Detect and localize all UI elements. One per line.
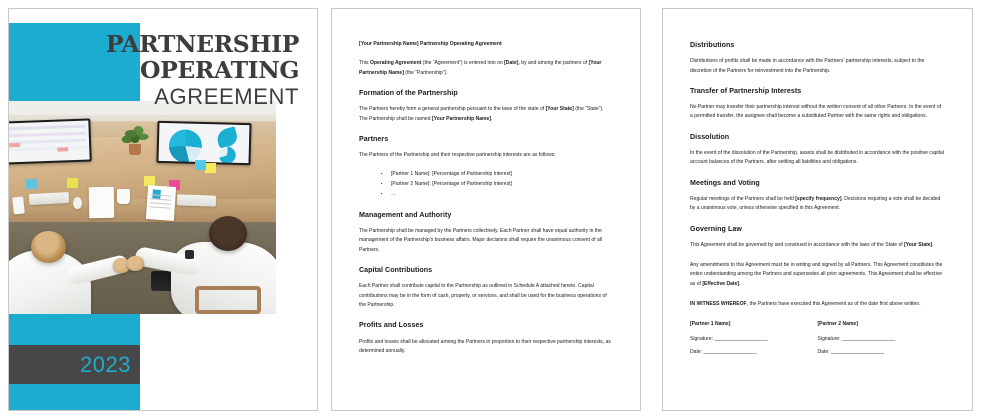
cover-year-label: 2023 xyxy=(80,351,131,377)
management-paragraph: The Partnership shall be managed by the Partners collectively. Each Partner shall have equal authority in the management of the Partnership’s business affairs. Major decisions shall require the unanimous consent of all Partners. xyxy=(359,228,603,253)
amendments-paragraph xyxy=(690,261,945,289)
amendments-text-2: . xyxy=(739,280,741,287)
cover-title-line-1: PARTNERSHIP xyxy=(105,30,299,58)
document-page-3[interactable] xyxy=(662,8,973,411)
governing-bold-state: [Your State] xyxy=(904,241,933,248)
photo-sticky-note xyxy=(195,160,206,170)
document-page-1-cover[interactable] xyxy=(8,8,318,411)
formation-text-1: The Partners hereby form a general partnership pursuant to the laws of the state of xyxy=(359,106,546,113)
amendments-bold-effective-date: [Effective Date] xyxy=(702,280,740,287)
partners-paragraph: The Partners of the Partnership and their respective partnership interests are as follows: xyxy=(359,152,556,159)
intro-text-3: , by and among the partners of xyxy=(518,60,589,67)
intro-text-4: (the “Partnership”). xyxy=(403,69,448,76)
meetings-text-2: . Decisions requiring a vote shall be decided by a unanimous vote, unless otherwise specified in this Agreement. xyxy=(690,195,941,212)
intro-bold-partnership-name: [Your Partnership Name] xyxy=(359,60,602,76)
witness-text: , the Partners have executed this Agreement as of the date first above written. xyxy=(746,301,921,308)
list-item: ▪ [Partner 2 Name]: [Percentage of Partnership Interest] xyxy=(381,180,613,190)
section-heading-transfer: Transfer of Partnership Interests xyxy=(690,86,802,95)
section-heading-meetings: Meetings and Voting xyxy=(690,178,760,187)
signature-date-line[interactable]: Date: ___________________ xyxy=(690,349,757,355)
transfer-paragraph: No Partner may transfer their partnership interest without the written consent of all other Partners. In the event of a permitted transfer, the assignee shall become a substituted Partner with the same rights and obligations. xyxy=(690,104,942,120)
photo-monitor-left xyxy=(9,119,92,165)
profits-paragraph: Profits and losses shall be allocated among the Partners in proportion to their respective partnership interests, as determined annually. xyxy=(359,338,611,354)
photo-keyboard-left xyxy=(29,192,70,205)
signature-partner-name: [Partner 2 Name] xyxy=(817,321,858,328)
signature-line[interactable]: Signature: ___________________ xyxy=(817,336,896,343)
photo-person-left-head xyxy=(31,231,66,263)
cover-year-band xyxy=(9,345,140,384)
photo-sticky-note xyxy=(67,178,78,188)
photo-notebook xyxy=(89,187,115,218)
signature-line[interactable]: Signature: ___________________ xyxy=(690,336,768,343)
witness-paragraph xyxy=(690,300,945,309)
page-2-content xyxy=(332,9,640,387)
photo-person-right-head xyxy=(209,216,247,251)
cover-photo-image xyxy=(9,101,276,314)
photo-smartphone xyxy=(12,196,25,214)
signature-partner-name: [Partner 1 Name] xyxy=(690,321,731,328)
list-item: ▪ [Partner 1 Name]: [Percentage of Partnership Interest] xyxy=(381,170,613,180)
photo-sticky-note xyxy=(26,179,37,189)
signature-block-partner-1 xyxy=(690,320,818,360)
meetings-paragraph xyxy=(690,195,945,214)
section-heading-management: Management and Authority xyxy=(359,210,452,219)
capital-paragraph: Each Partner shall contribute capital to the Partnership as outlined in Schedule A attached hereto. Capital contributions may be in the form of cash, property, or services, and shall be used for the business operations of the Partnership. xyxy=(359,283,607,309)
photo-wristwatch xyxy=(185,250,194,259)
signature-block-partner-2 xyxy=(818,320,946,360)
intro-text-1: This xyxy=(359,60,370,67)
photo-mouse xyxy=(73,197,82,209)
photo-monitor-left-screen xyxy=(9,121,90,163)
formation-bold-name: [Your Partnership Name] xyxy=(431,115,492,122)
photo-documents xyxy=(146,185,176,221)
section-heading-governing-law: Governing Law xyxy=(690,224,742,233)
photo-sticky-note xyxy=(144,176,155,186)
formation-bold-state: [Your State] xyxy=(545,106,574,113)
cover-layout xyxy=(9,9,317,410)
photo-handshake-fist-right xyxy=(127,256,144,271)
photo-pie-chart-small xyxy=(218,147,235,164)
partners-bullet-list xyxy=(359,170,613,199)
cover-accent-band-bottom xyxy=(9,384,140,411)
photo-keyboard-right xyxy=(177,194,216,206)
photo-pie-chart-large xyxy=(168,129,202,163)
photo-monitor-right-screen xyxy=(159,123,250,163)
meetings-bold-frequency: [specify frequency] xyxy=(795,195,842,202)
meetings-text-1: Regular meetings of the Partners shall be held xyxy=(690,195,796,202)
formation-paragraph xyxy=(359,105,613,124)
section-heading-dissolution: Dissolution xyxy=(690,132,730,141)
formation-text-2: (the “State”). The Partnership shall be named xyxy=(359,106,604,122)
cover-title-block xyxy=(19,31,307,111)
witness-bold-label: IN WITNESS WHEREOF xyxy=(690,301,747,308)
section-heading-distributions: Distributions xyxy=(690,41,735,49)
cover-title-line-3: AGREEMENT xyxy=(154,84,299,109)
photo-plant-pot xyxy=(129,144,141,155)
section-heading-profits: Profits and Losses xyxy=(359,321,424,330)
document-page-2[interactable] xyxy=(331,8,641,411)
photo-sticky-note xyxy=(205,163,216,173)
governing-text-1: This Agreement shall be governed by and construed in accordance with the laws of the State of xyxy=(690,241,905,248)
intro-paragraph xyxy=(359,59,613,78)
intro-bold-date: [Date] xyxy=(504,60,519,67)
photo-wooden-chair xyxy=(195,286,261,314)
intro-bold-agreement: Operating Agreement xyxy=(369,60,422,67)
document-heading-title: [Your Partnership Name] Partnership Operating Agreement xyxy=(359,41,502,47)
governing-law-paragraph xyxy=(690,241,945,250)
signature-date-line[interactable]: Date: ___________________ xyxy=(817,349,885,355)
page-3-content xyxy=(663,9,972,381)
section-heading-formation: Formation of the Partnership xyxy=(359,89,458,98)
amendments-text-1: Any amendments to this Agreement must be in writing and signed by all Partners. This Agreement constitutes the entire understanding among the Partners and supersedes all prior agreements. This Agreement shall be effective as of xyxy=(690,262,943,287)
photo-coffee-cup xyxy=(117,189,130,204)
list-item: ▪ … xyxy=(381,190,613,200)
signature-block-grid xyxy=(690,320,945,360)
intro-text-2: (the “Agreement”) is entered into on xyxy=(421,60,505,67)
governing-text-2: . xyxy=(932,241,934,248)
section-heading-partners: Partners xyxy=(359,134,389,143)
cover-title-line-2: OPERATING xyxy=(140,56,299,84)
distributions-paragraph: Distributions of profits shall be made in accordance with the Partners’ partnership interests, subject to the discretion of the Partners for reinvestment into the Partnership. xyxy=(690,58,925,74)
section-heading-capital: Capital Contributions xyxy=(359,266,433,275)
dissolution-paragraph: In the event of the dissolution of the Partnership, assets shall be distributed in accordance with the positive capital account balances of the Partners, after settling all liabilities and obligations. xyxy=(690,149,944,166)
formation-text-3: . xyxy=(491,115,493,122)
